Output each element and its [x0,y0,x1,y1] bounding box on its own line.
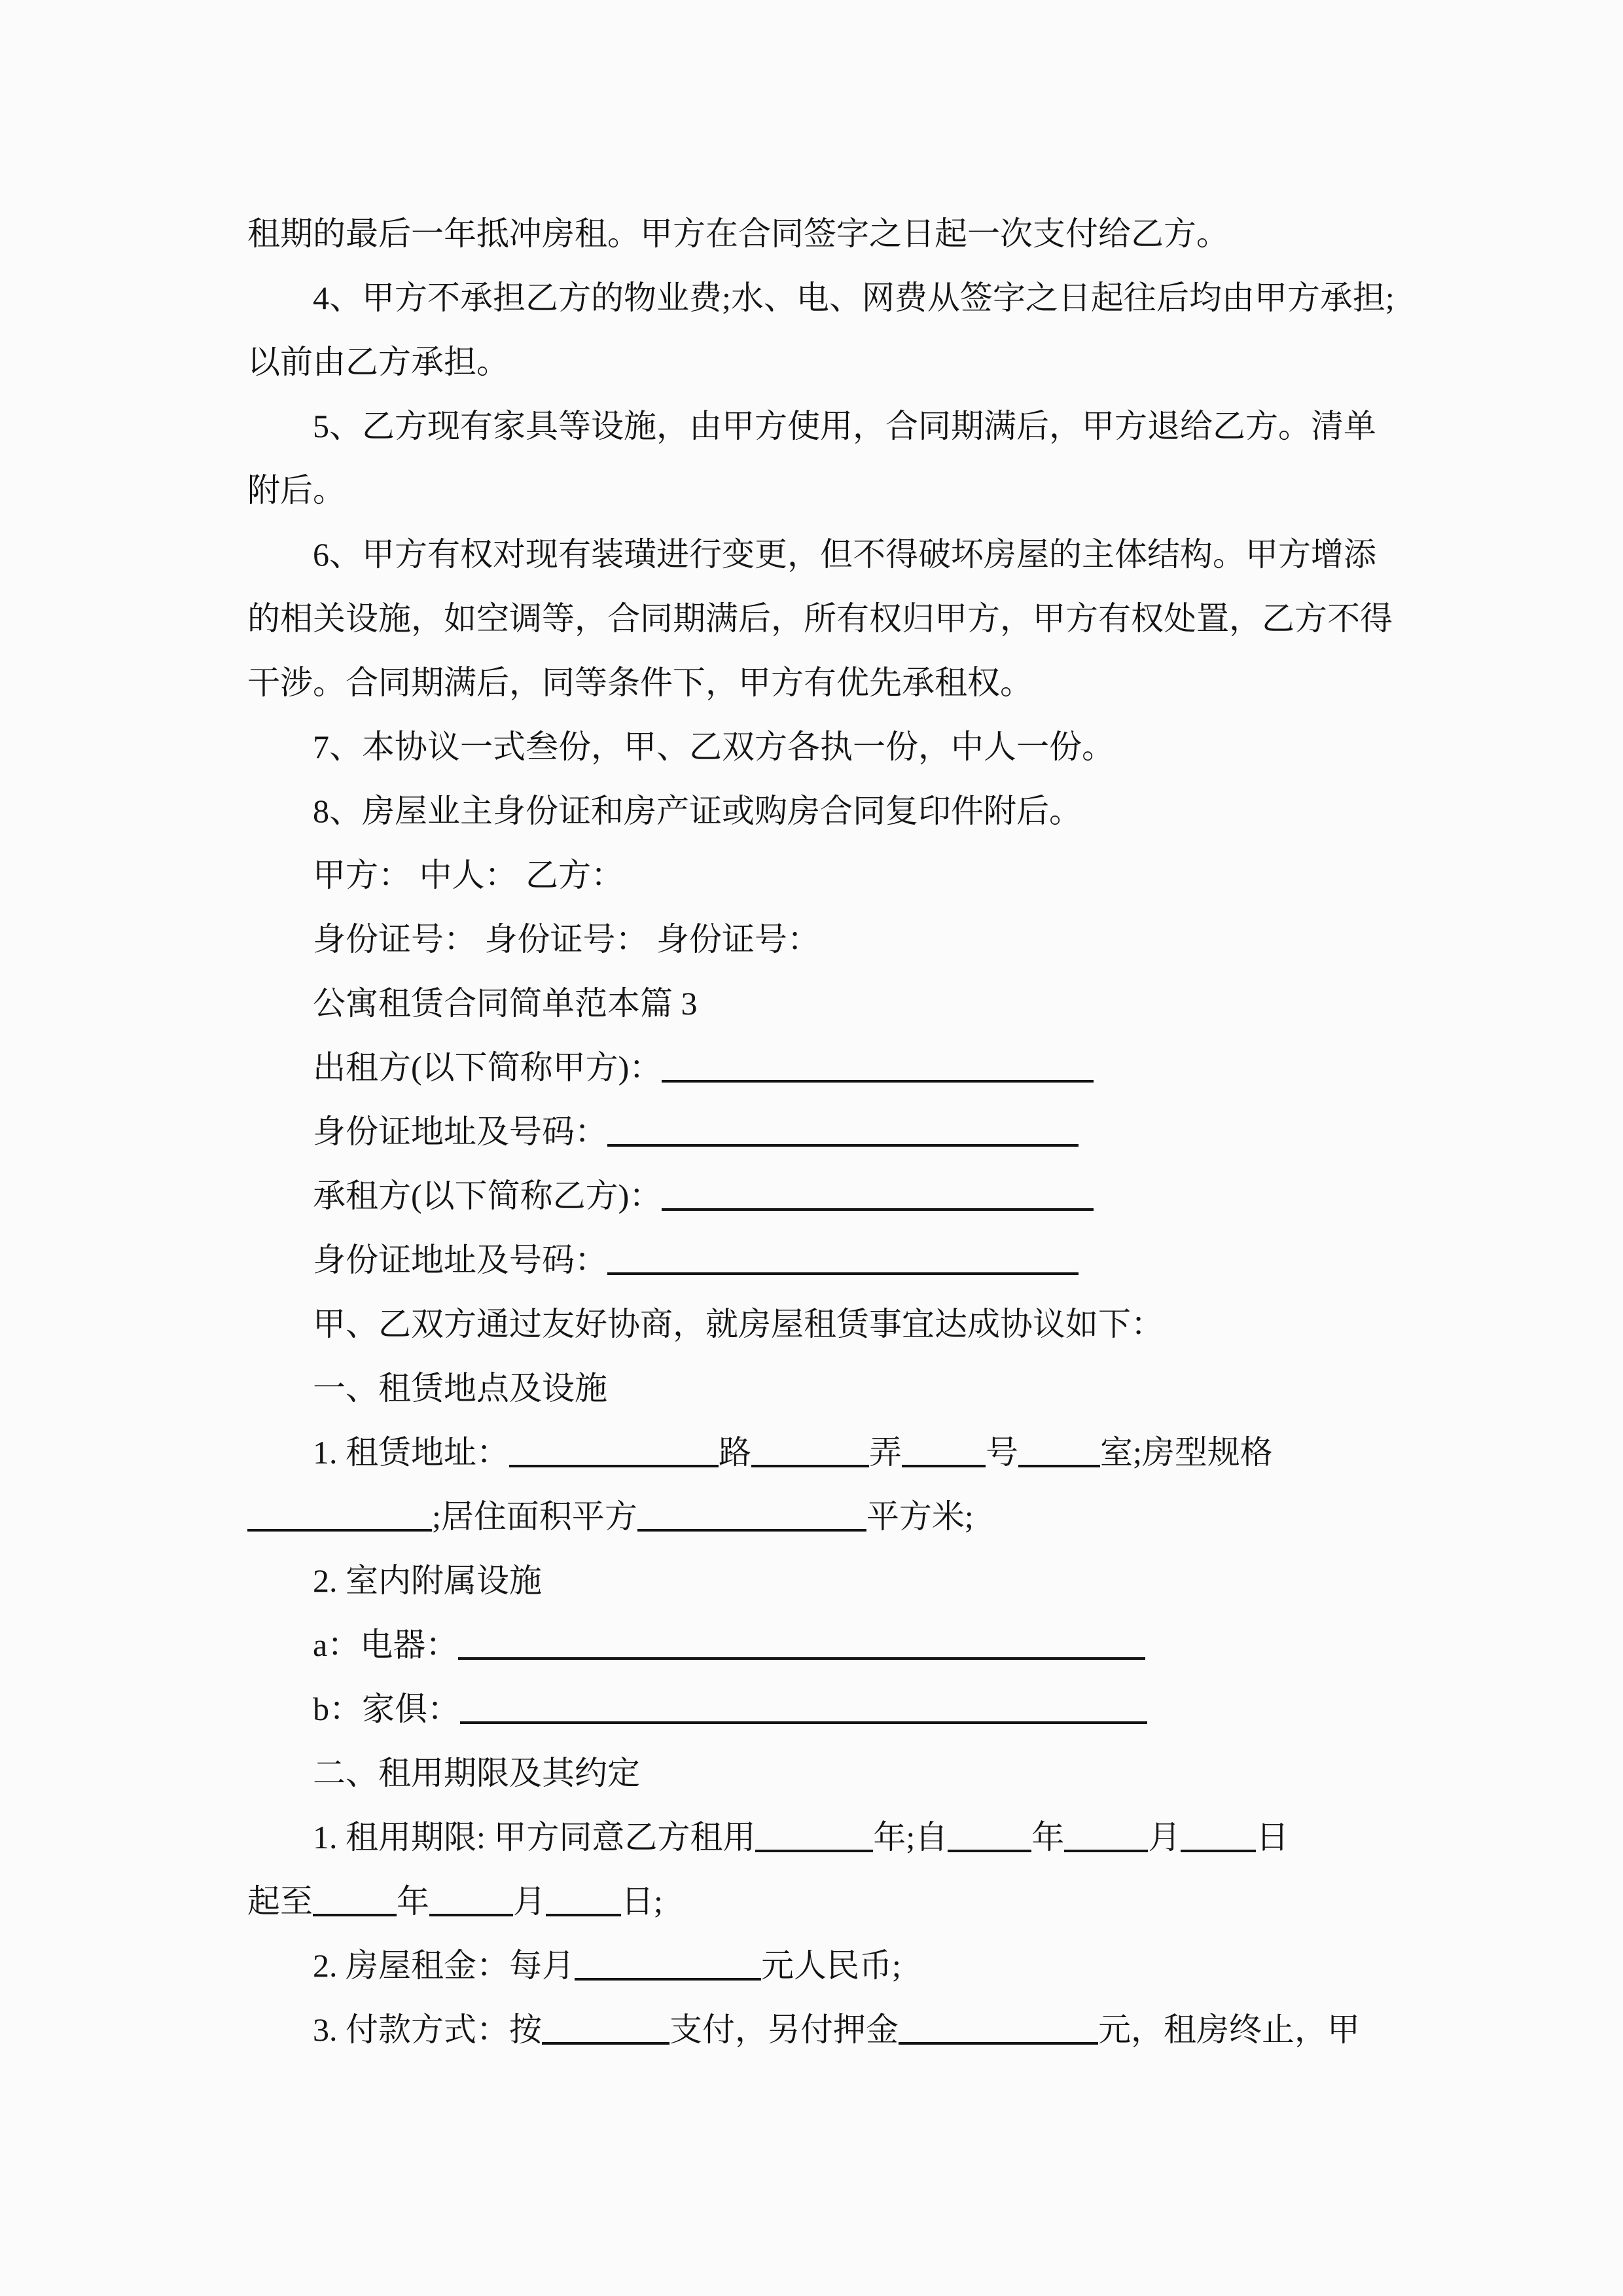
line-text: 以前由乙方承担。 [247,344,509,380]
line-text: 一、租赁地点及设施 [313,1370,607,1407]
contract-body [247,202,1409,2062]
text-line [247,1100,1409,1164]
blank-field [751,1457,869,1467]
line-text: a：电器： [313,1626,459,1663]
blank-field [899,2034,1098,2045]
blank-field [948,1842,1031,1852]
line-text: 年 [1031,1819,1065,1856]
line-text: 日; [621,1883,663,1920]
line-text: 7、本协议一式叁份，甲、乙双方各执一份，中人一份。 [313,728,1115,765]
text-line [247,715,1409,779]
blank-field [607,1136,1079,1147]
line-text: b：家俱： [313,1691,460,1727]
text-line [247,1741,1409,1805]
blank-field [542,2034,669,2045]
text-line [247,843,1409,907]
line-text: 身份证地址及号码： [313,1242,607,1278]
blank-field [662,1200,1094,1211]
blank-field [247,1521,432,1532]
text-line [247,586,1409,651]
text-line [247,1035,1409,1100]
line-text: 弄 [869,1434,902,1471]
line-text: 1. 租用期限: 甲方同意乙方租用 [313,1819,756,1856]
line-text: 支付，另付押金 [669,2011,899,2048]
text-line [247,1869,1409,1933]
line-text: 2. 房屋租金：每月 [313,1947,575,1984]
text-line [247,330,1409,394]
text-line [247,1805,1409,1869]
line-text: 号 [986,1434,1018,1471]
text-line [247,202,1409,266]
blank-field [1181,1842,1256,1852]
text-line [247,1677,1409,1741]
line-text: 3. 付款方式：按 [313,2011,542,2048]
text-line [247,394,1409,458]
text-line [247,1356,1409,1420]
line-text: 4、甲方不承担乙方的物业费;水、电、网费从签字之日起往后均由甲方承担; [313,279,1395,316]
line-text: 元人民币; [761,1947,901,1984]
line-text: 年 [397,1883,429,1920]
blank-field [458,1649,1145,1660]
blank-field [637,1521,866,1532]
line-text: 公寓租赁合同简单范本篇 3 [313,985,698,1022]
text-line [247,1228,1409,1292]
line-text: 平方米; [866,1498,974,1535]
line-text: 租期的最后一年抵冲房租。甲方在合同签字之日起一次支付给乙方。 [247,215,1229,252]
line-text: ;居住面积平方 [432,1498,637,1535]
text-line [247,1613,1409,1677]
line-text: 8、房屋业主身份证和房产证或购房合同复印件附后。 [313,793,1082,829]
blank-field [429,1906,513,1916]
line-text: 6、甲方有权对现有装璜进行变更，但不得破坏房屋的主体结构。甲方增添 [313,536,1376,573]
blank-field [460,1713,1147,1724]
line-text: 干涉。合同期满后，同等条件下，甲方有优先承租权。 [247,664,1033,701]
line-text: 元，租房终止，甲 [1098,2011,1360,2048]
text-line [247,522,1409,586]
text-line [247,266,1409,330]
text-line [247,1292,1409,1356]
line-text: 附后。 [247,472,346,509]
line-text: 起至 [247,1883,313,1920]
line-text: 月 [1148,1819,1181,1856]
blank-field [1018,1457,1100,1467]
blank-field [575,1970,761,1981]
line-text: 年;自 [873,1819,948,1856]
line-text: 二、租用期限及其约定 [313,1755,640,1791]
text-line [247,1484,1409,1549]
line-text: 身份证地址及号码： [313,1113,607,1150]
text-line [247,458,1409,522]
blank-field [902,1457,986,1467]
line-text: 5、乙方现有家具等设施，由甲方使用，合同期满后，甲方退给乙方。清单 [313,408,1376,444]
text-line [247,651,1409,715]
line-text: 身份证号： 身份证号： 身份证号： [313,921,820,958]
text-line [247,1933,1409,1998]
line-text: 路 [719,1434,751,1471]
line-text: 室;房型规格 [1100,1434,1273,1471]
line-text: 日 [1256,1819,1289,1856]
text-line [247,1164,1409,1228]
line-text: 甲、乙双方通过友好协商，就房屋租赁事宜达成协议如下： [313,1306,1164,1342]
line-text: 月 [513,1883,546,1920]
line-text: 的相关设施，如空调等，合同期满后，所有权归甲方，甲方有权处置，乙方不得 [247,600,1393,637]
text-line [247,907,1409,971]
text-line [247,1420,1409,1484]
blank-field [755,1842,873,1852]
text-line [247,971,1409,1035]
blank-field [1064,1842,1148,1852]
blank-field [313,1906,397,1916]
blank-field [509,1457,719,1467]
text-line [247,779,1409,843]
text-line [247,1549,1409,1613]
blank-field [662,1072,1094,1083]
blank-field [546,1906,621,1916]
line-text: 承租方(以下简称乙方)： [313,1177,662,1214]
line-text: 1. 租赁地址： [313,1434,509,1471]
line-text: 甲方： 中人： 乙方： [313,857,624,893]
line-text: 2. 室内附属设施 [313,1562,542,1599]
text-line [247,1998,1409,2062]
line-text: 出租方(以下简称甲方)： [313,1049,662,1086]
blank-field [607,1265,1079,1275]
